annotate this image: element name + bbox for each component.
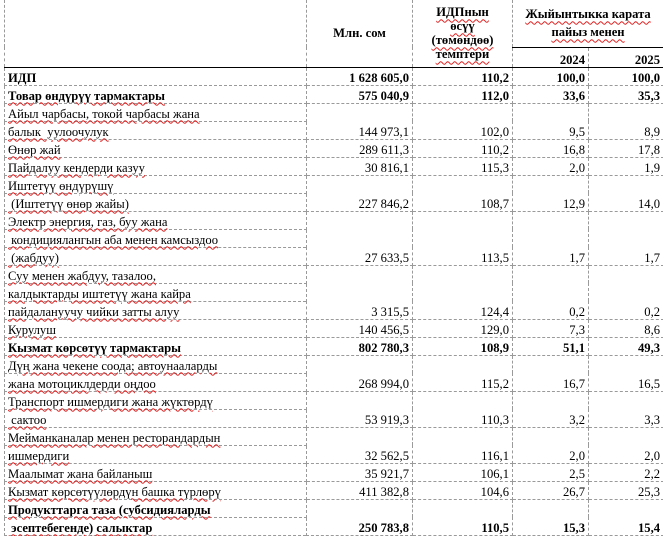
row-growth: 115,2 <box>413 355 513 391</box>
table-row <box>5 67 663 85</box>
row-label <box>5 301 307 319</box>
gdp-structure-table <box>4 0 663 536</box>
row-label <box>5 391 307 409</box>
row-value: 250 783,8 <box>307 499 413 535</box>
row-value: 411 382,8 <box>307 481 413 499</box>
row-growth: 110,2 <box>413 139 513 157</box>
row-label <box>5 193 307 211</box>
table-row <box>5 463 663 481</box>
row-label-text: эсептебегенде) салыктар <box>8 521 152 535</box>
header-growth <box>413 0 513 67</box>
table-row <box>5 211 663 229</box>
row-share-2024: 16,7 <box>513 355 589 391</box>
row-share-2025: 35,3 <box>589 85 663 103</box>
row-value: 32 562,5 <box>307 427 413 463</box>
row-value: 35 921,7 <box>307 463 413 481</box>
row-share-2025: 14,0 <box>589 175 663 211</box>
row-growth: 110,3 <box>413 391 513 427</box>
header-growth-line-1: ИДПнын <box>436 5 489 19</box>
row-share-2024: 9,5 <box>513 103 589 139</box>
row-value: 140 456,5 <box>307 319 413 337</box>
header-share <box>513 0 663 47</box>
row-share-2025: 1,7 <box>589 211 663 265</box>
row-label <box>5 499 307 517</box>
row-share-2025: 8,6 <box>589 319 663 337</box>
row-growth: 108,9 <box>413 337 513 355</box>
row-label-text: (жабдуу) <box>8 251 59 265</box>
row-label <box>5 319 307 337</box>
row-label-text: Кызмат көрсөтүүлөрдүн башка түрлөрү <box>8 485 221 499</box>
table-row <box>5 355 663 373</box>
row-value: 268 994,0 <box>307 355 413 391</box>
row-label <box>5 283 307 301</box>
row-label-text: Кызмат көрсөтүү тармактары <box>8 341 181 355</box>
header-year-2024: 2024 <box>513 47 589 67</box>
row-share-2024: 16,8 <box>513 139 589 157</box>
row-growth: 108,7 <box>413 175 513 211</box>
table-row <box>5 157 663 175</box>
row-label-text: Транспорт ишмердиги жана жүктөрдү <box>8 395 213 409</box>
row-growth: 129,0 <box>413 319 513 337</box>
row-label-text: Айыл чарбасы, токой чарбасы жана <box>8 107 200 121</box>
row-label <box>5 355 307 373</box>
row-label <box>5 121 307 139</box>
row-growth: 104,6 <box>413 481 513 499</box>
row-share-2024: 12,9 <box>513 175 589 211</box>
table-row <box>5 139 663 157</box>
row-label-text: Дүң жана чекене соода; автоунааларды <box>8 359 217 373</box>
row-label-text: Мейманканалар менен ресторандардын <box>8 431 220 445</box>
row-label-text: ИДП <box>8 71 36 85</box>
row-label <box>5 445 307 463</box>
table-row <box>5 481 663 499</box>
row-share-2024: 15,3 <box>513 499 589 535</box>
row-growth: 113,5 <box>413 211 513 265</box>
row-value: 53 919,3 <box>307 391 413 427</box>
row-share-2024: 2,5 <box>513 463 589 481</box>
row-label-text: ишмердиги <box>8 449 69 463</box>
row-share-2025: 15,4 <box>589 499 663 535</box>
row-label-text: Товар өндүрүү тармактары <box>8 89 165 103</box>
row-share-2024: 2,0 <box>513 427 589 463</box>
table-row <box>5 499 663 517</box>
row-label <box>5 517 307 535</box>
row-share-2025: 2,0 <box>589 427 663 463</box>
row-label <box>5 247 307 265</box>
header-value: Млн. сом <box>307 0 413 67</box>
row-value: 144 973,1 <box>307 103 413 139</box>
row-share-2024: 7,3 <box>513 319 589 337</box>
row-label-text: (Иштетүү өнөр жайы) <box>8 197 129 211</box>
row-growth: 116,1 <box>413 427 513 463</box>
row-label <box>5 427 307 445</box>
row-value: 227 846,2 <box>307 175 413 211</box>
row-share-2024: 2,0 <box>513 157 589 175</box>
row-growth: 124,4 <box>413 265 513 319</box>
table-row <box>5 319 663 337</box>
row-label-text: Электр энергия, газ, буу жана <box>8 215 167 229</box>
row-share-2025: 1,9 <box>589 157 663 175</box>
row-share-2024: 0,2 <box>513 265 589 319</box>
table-row <box>5 175 663 193</box>
row-label-text: сактоо <box>8 413 46 427</box>
row-label <box>5 373 307 391</box>
row-label <box>5 337 307 355</box>
row-label-text: Продукттарга таза (субсидияларды <box>8 503 211 517</box>
row-share-2025: 49,3 <box>589 337 663 355</box>
row-label <box>5 229 307 247</box>
row-label <box>5 85 307 103</box>
header-growth-line-2: өсүү <box>450 19 474 33</box>
row-growth: 112,0 <box>413 85 513 103</box>
row-share-2024: 51,1 <box>513 337 589 355</box>
row-value: 575 040,9 <box>307 85 413 103</box>
row-share-2025: 17,8 <box>589 139 663 157</box>
row-share-2025: 2,2 <box>589 463 663 481</box>
row-growth: 115,3 <box>413 157 513 175</box>
row-label-text: Пайдалуу кендерди казуу <box>8 161 145 175</box>
row-share-2025: 0,2 <box>589 265 663 319</box>
row-share-2025: 3,3 <box>589 391 663 427</box>
row-label-text: Өнөр жай <box>8 143 61 157</box>
header-share-line-2: пайыз менен <box>551 25 624 39</box>
row-growth: 110,2 <box>413 67 513 85</box>
header-year-2025: 2025 <box>589 47 663 67</box>
row-label-text: Курулуш <box>8 323 56 337</box>
header-growth-line-4: темптери <box>436 47 490 61</box>
row-label-text: жана мотоциклдерди оңдоо <box>8 377 156 391</box>
row-label-text: кондициялангын аба менен камсыздоо <box>8 233 218 247</box>
row-value: 3 315,5 <box>307 265 413 319</box>
row-share-2025: 16,5 <box>589 355 663 391</box>
header-growth-line-3: (төмөндөө) <box>432 33 494 47</box>
row-label-text: пайдалануучу чийки затты алуу <box>8 305 179 319</box>
row-label-text: Иштетүү өндүрүшү <box>8 179 113 193</box>
row-label-text: балык уулоочулук <box>8 125 109 139</box>
row-value: 289 611,3 <box>307 139 413 157</box>
row-label <box>5 481 307 499</box>
row-share-2024: 100,0 <box>513 67 589 85</box>
header-label-cell <box>5 0 307 67</box>
row-label-text: калдыктарды иштетүү жана кайра <box>8 287 191 301</box>
row-label <box>5 139 307 157</box>
row-value: 27 633,5 <box>307 211 413 265</box>
row-share-2025: 8,9 <box>589 103 663 139</box>
row-label <box>5 67 307 85</box>
table-row <box>5 103 663 121</box>
row-label <box>5 211 307 229</box>
row-label <box>5 463 307 481</box>
row-label-text: Маалымат жана байланыш <box>8 467 152 481</box>
row-share-2025: 100,0 <box>589 67 663 85</box>
table-row <box>5 427 663 445</box>
row-growth: 110,5 <box>413 499 513 535</box>
table-row <box>5 337 663 355</box>
row-share-2025: 25,3 <box>589 481 663 499</box>
row-share-2024: 3,2 <box>513 391 589 427</box>
row-value: 1 628 605,0 <box>307 67 413 85</box>
table-row <box>5 85 663 103</box>
row-label <box>5 157 307 175</box>
row-value: 30 816,1 <box>307 157 413 175</box>
row-label <box>5 409 307 427</box>
row-label <box>5 175 307 193</box>
table-row <box>5 265 663 283</box>
row-share-2024: 33,6 <box>513 85 589 103</box>
row-label <box>5 103 307 121</box>
table-row <box>5 391 663 409</box>
row-share-2024: 1,7 <box>513 211 589 265</box>
row-value: 802 780,3 <box>307 337 413 355</box>
row-growth: 102,0 <box>413 103 513 139</box>
header-row-top <box>5 0 663 47</box>
row-share-2024: 26,7 <box>513 481 589 499</box>
row-growth: 106,1 <box>413 463 513 481</box>
row-label <box>5 265 307 283</box>
header-share-line-1: Жыйынтыкка карата <box>525 7 650 21</box>
row-label-text: Суу менен жабдуу, тазалоо, <box>8 269 156 283</box>
